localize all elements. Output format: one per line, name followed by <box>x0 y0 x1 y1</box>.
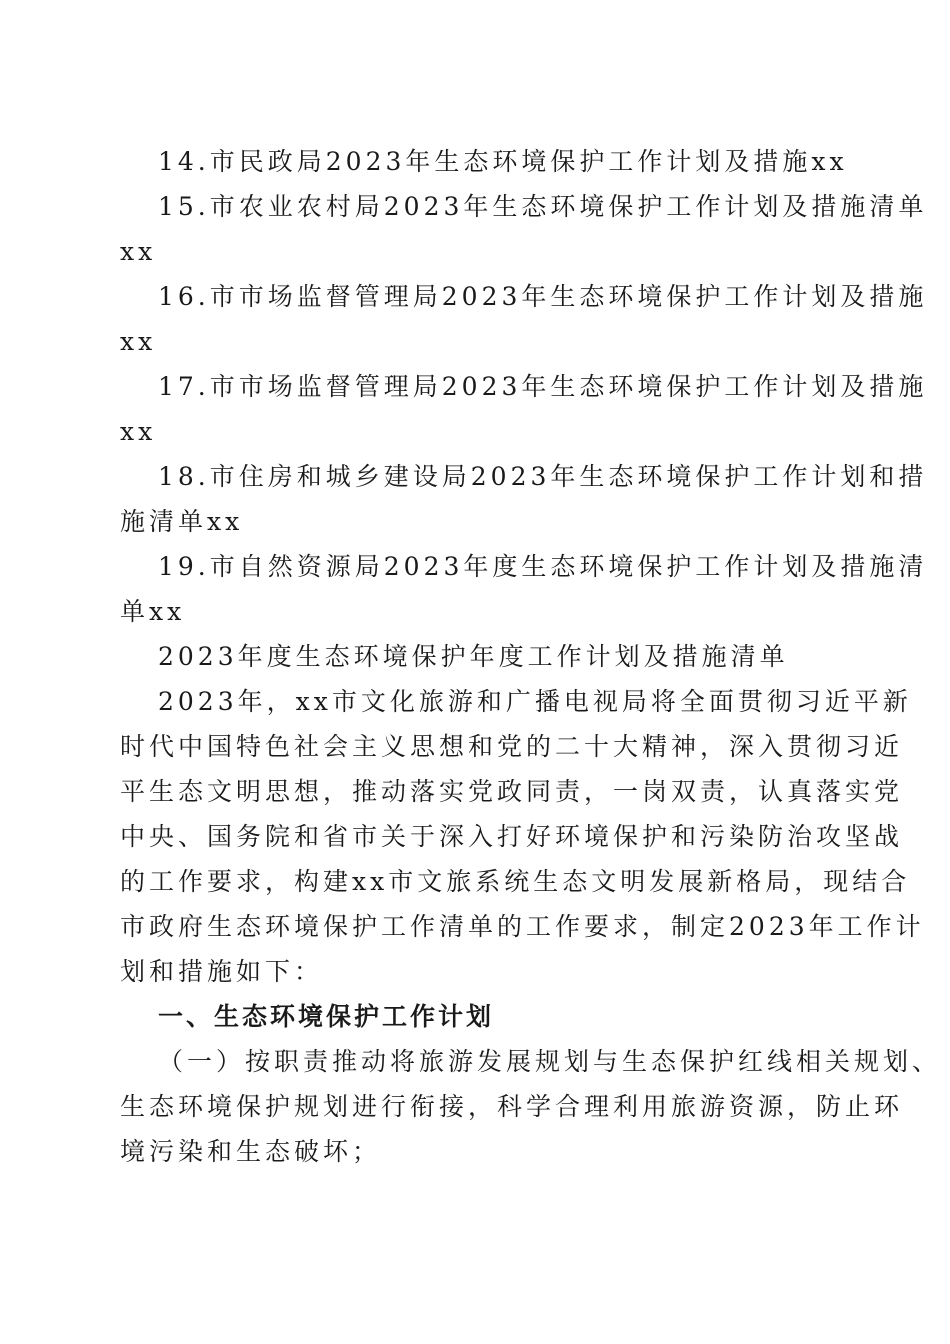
body-paragraph-line: 2023年，xx市文化旅游和广播电视局将全面贯彻习近平新 <box>158 687 912 716</box>
body-paragraph-line: 的工作要求，构建xx市文旅系统生态文明发展新格局，现结合 <box>120 867 911 896</box>
list-item-14: 14.市民政局2023年生态环境保护工作计划及措施xx <box>158 147 848 176</box>
list-item-15-cont: xx <box>120 237 157 266</box>
body-paragraph-line: 时代中国特色社会主义思想和党的二十大精神，深入贯彻习近 <box>120 732 904 761</box>
document-title: 2023年度生态环境保护年度工作计划及措施清单 <box>158 642 789 671</box>
subsection-paragraph-line: （一）按职责推动将旅游发展规划与生态保护红线相关规划、 <box>158 1047 942 1076</box>
list-item-17: 17.市市场监督管理局2023年生态环境保护工作计划及措施 <box>158 372 928 401</box>
body-paragraph-line: 中央、国务院和省市关于深入打好环境保护和污染防治攻坚战 <box>120 822 904 851</box>
list-item-18: 18.市住房和城乡建设局2023年生态环境保护工作计划和措 <box>158 462 928 491</box>
section-heading: 一、生态环境保护工作计划 <box>158 1002 495 1031</box>
list-item-17-cont: xx <box>120 417 157 446</box>
list-item-18-cont: 施清单xx <box>120 507 244 536</box>
list-item-19: 19.市自然资源局2023年度生态环境保护工作计划及措施清 <box>158 552 928 581</box>
list-item-16-cont: xx <box>120 327 157 356</box>
list-item-16: 16.市市场监督管理局2023年生态环境保护工作计划及措施 <box>158 282 928 311</box>
body-paragraph-line: 市政府生态环境保护工作清单的工作要求，制定2023年工作计 <box>120 912 925 941</box>
subsection-paragraph-line: 生态环境保护规划进行衔接，科学合理利用旅游资源，防止环 <box>120 1092 904 1121</box>
subsection-paragraph-line: 境污染和生态破坏； <box>120 1137 382 1166</box>
body-paragraph-line: 划和措施如下： <box>120 957 324 986</box>
body-paragraph-line: 平生态文明思想，推动落实党政同责，一岗双责，认真落实党 <box>120 777 904 806</box>
list-item-15: 15.市农业农村局2023年生态环境保护工作计划及措施清单 <box>158 192 928 221</box>
list-item-19-cont: 单xx <box>120 597 186 626</box>
